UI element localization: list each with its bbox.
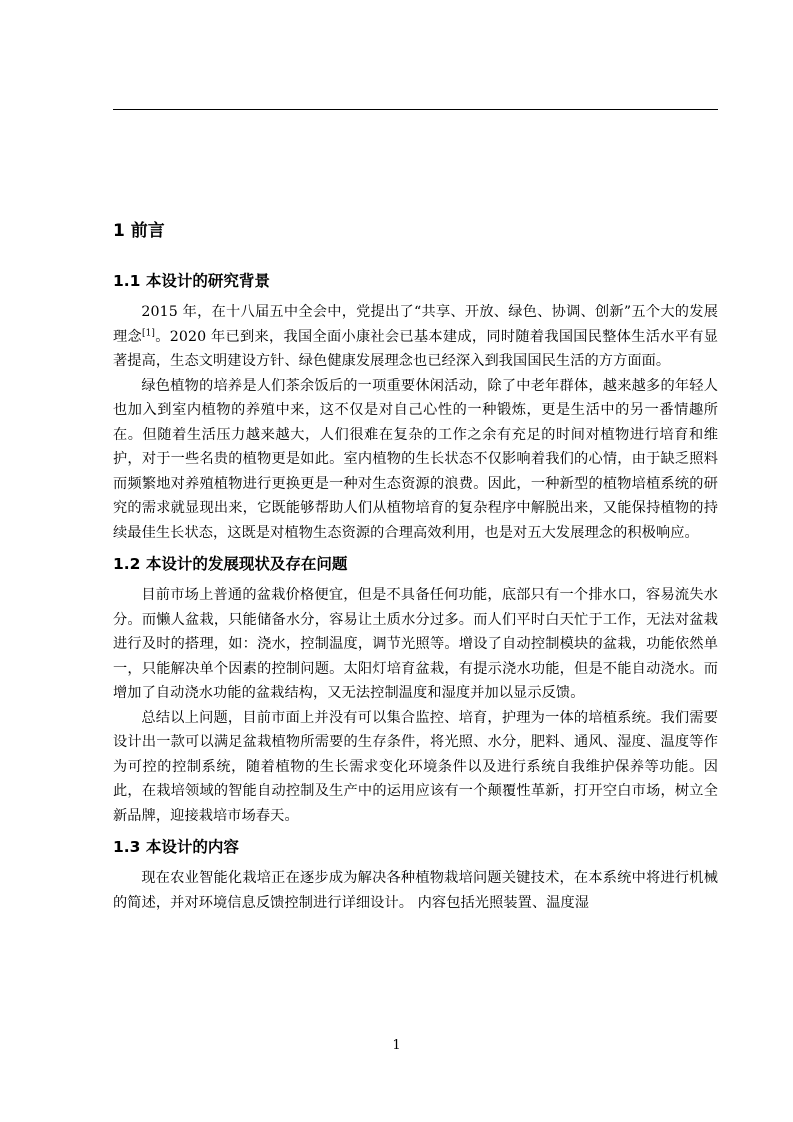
header-rule [113, 109, 718, 110]
section-heading-1-2: 1.2 本设计的发展现状及存在问题 [113, 555, 348, 573]
page-number: 1 [392, 1038, 401, 1053]
paragraph: 绿色植物的培养是人们茶余饭后的一项重要休闲活动，除了中老年群体，越来越多的年轻人也加入到室内植物的养殖中来，这不仅是对自己心性的一种锻炼，更是生活中的另一番情趣所在。但随着生活压力越来越大，人们很难在复杂的工作之余有充足的时间对植物进行培育和维护，对于一些名贵的植物更是如此。室内植物的生长状态不仅影响着我们的心情，由于缺乏照料而频繁地对养殖植物进行更换更是一种对生态资源的浪费。因此，一种新型的植物培植系统的研究的需求就显现出来，它既能够帮助人们从植物培育的复杂程序中解脱出来，又能保持植物的持续最佳生长状态，这既是对植物生态资源的合理高效利用，也是对五大发展理念的积极响应。 [113, 377, 718, 541]
section-heading-1-3: 1.3 本设计的内容 [113, 838, 239, 856]
paragraph-text: 。2020 年已到来，我国全面小康社会已基本建成，同时随着我国国民整体生活水平有显著提高，生态文明建设方针、绿色健康发展理念也已经深入到我国国民生活的方方面面。 [113, 328, 719, 369]
paragraph-text: 2015 年，在十八届五中全会中，党提出了“共享、开放、绿色、协调、创新”五个大的发展理念 [113, 304, 718, 345]
section-heading-1-1: 1.1 本设计的研究背景 [113, 272, 270, 290]
paragraph: 目前市场上普通的盆栽价格便宜，但是不具备任何功能，底部只有一个排水口，容易流失水分。而懒人盆栽，只能储备水分，容易让土质水分过多。而人们平时白天忙于工作，无法对盆栽进行及时的搭理，如：浇水，控制温度，调节光照等。增设了自动控制模块的盆栽，功能依然单一，只能解决单个因素的控制问题。太阳灯培育盆栽，有提示浇水功能，但是不能自动浇水。而增加了自动浇水功能的盆栽结构，又无法控制温度和湿度并加以显示反馈。 [113, 587, 718, 701]
chapter-heading: 1 前言 [113, 221, 165, 241]
paragraph: 现在农业智能化栽培正在逐步成为解决各种植物栽培问题关键技术，在本系统中将进行机械的简述，并对环境信息反馈控制进行详细设计。 内容包括光照装置、温度湿 [113, 870, 718, 911]
citation-ref[interactable]: [1] [141, 327, 156, 338]
paragraph: 总结以上问题，目前市面上并没有可以集合监控、培育，护理为一体的培植系统。我们需要设计出一款可以满足盆栽植物所需要的生存条件，将光照、水分，肥料、通风、湿度、温度等作为可控的控制系统，随着植物的生长需求变化环境条件以及进行系统自我维护保养等功能。因此，在栽培领域的智能自动控制及生产中的运用应该有一个颠覆性革新，打开空白市场，树立全新品牌，迎接栽培市场春天。 [113, 709, 718, 824]
document-body [113, 216, 718, 915]
paragraph [113, 300, 718, 374]
